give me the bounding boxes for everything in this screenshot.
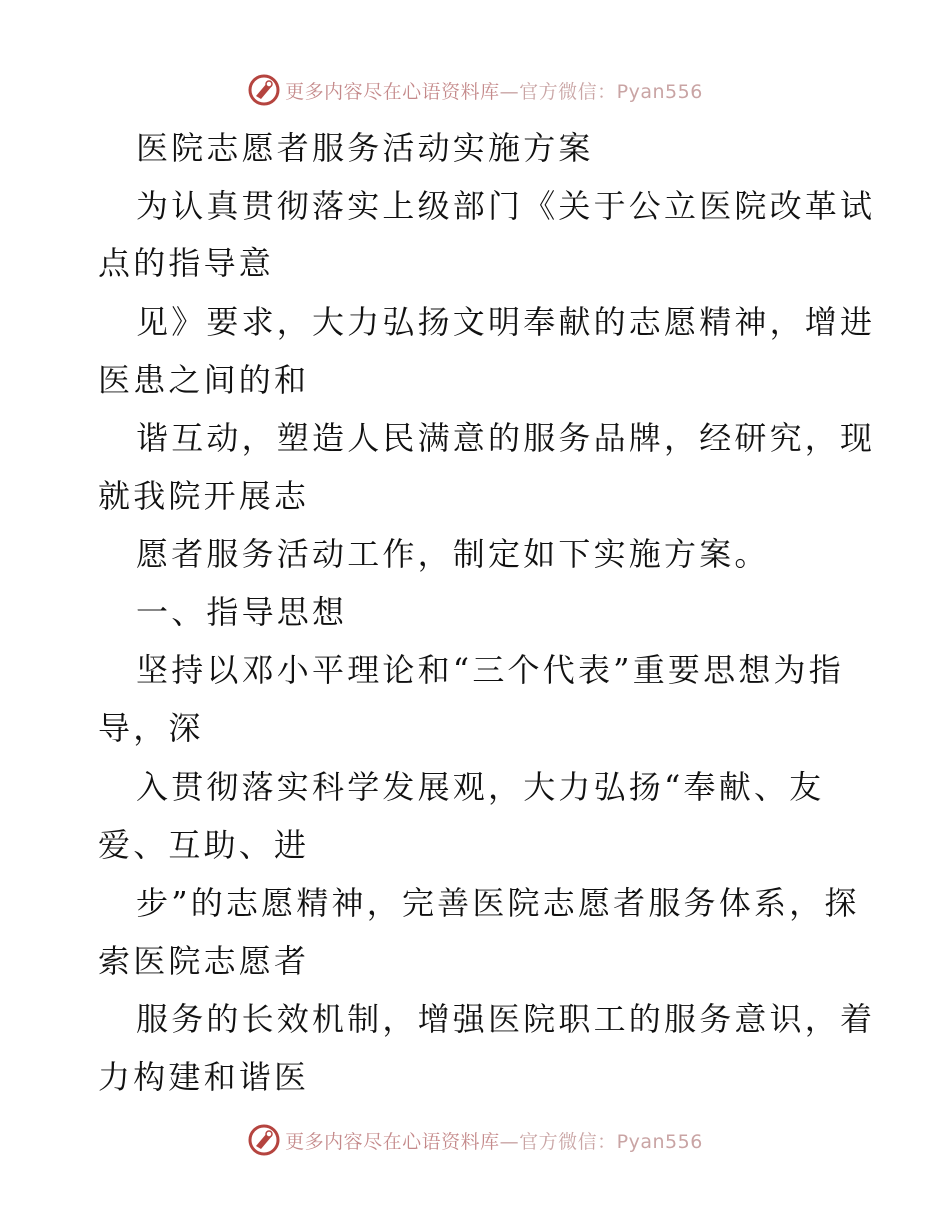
paragraph-line: 入贯彻落实科学发展观，大力弘扬“奉献、友 [136, 768, 825, 806]
brand-logo-icon [247, 73, 281, 107]
paragraph-line: 医患之间的和 [98, 361, 310, 399]
footer-banner-main: 更多内容尽在心语资料库 [285, 1130, 500, 1153]
paragraph-line: 点的指导意 [98, 244, 275, 282]
paragraph-line: 爱、互助、进 [98, 826, 310, 864]
section-heading: 一、指导思想 [136, 593, 348, 631]
paragraph-line: 力构建和谐医 [98, 1058, 310, 1096]
paragraph-line: 谐互动，塑造人民满意的服务品牌，经研究，现 [136, 419, 876, 457]
paragraph-line: 坚持以邓小平理论和“三个代表”重要思想为指 [136, 651, 844, 689]
header-banner-dash: — [499, 80, 520, 103]
footer-banner-dash: — [499, 1130, 520, 1153]
paragraph-line: 为认真贯彻落实上级部门《关于公立医院改革试 [136, 187, 876, 225]
header-banner-text [285, 77, 703, 104]
paragraph-line: 愿者服务活动工作，制定如下实施方案。 [136, 535, 770, 573]
footer-banner-text [285, 1127, 703, 1154]
header-banner-main: 更多内容尽在心语资料库 [285, 80, 500, 103]
footer-banner [0, 1120, 950, 1160]
paragraph-line: 索医院志愿者 [98, 942, 310, 980]
header-banner [0, 70, 950, 110]
paragraph-line: 见》要求，大力弘扬文明奉献的志愿精神，增进 [136, 303, 876, 341]
paragraph-line: 服务的长效机制，增强医院职工的服务意识，着 [136, 1000, 876, 1038]
footer-banner-suffix: 官方微信：Pyan556 [519, 1130, 703, 1153]
paragraph-line: 导，深 [98, 709, 204, 747]
paragraph-line: 就我院开展志 [98, 477, 310, 515]
brand-logo-icon [247, 1123, 281, 1157]
document-title: 医院志愿者服务活动实施方案 [136, 129, 594, 167]
paragraph-line: 步”的志愿精神，完善医院志愿者服务体系，探 [136, 884, 860, 922]
header-banner-suffix: 官方微信：Pyan556 [519, 80, 703, 103]
